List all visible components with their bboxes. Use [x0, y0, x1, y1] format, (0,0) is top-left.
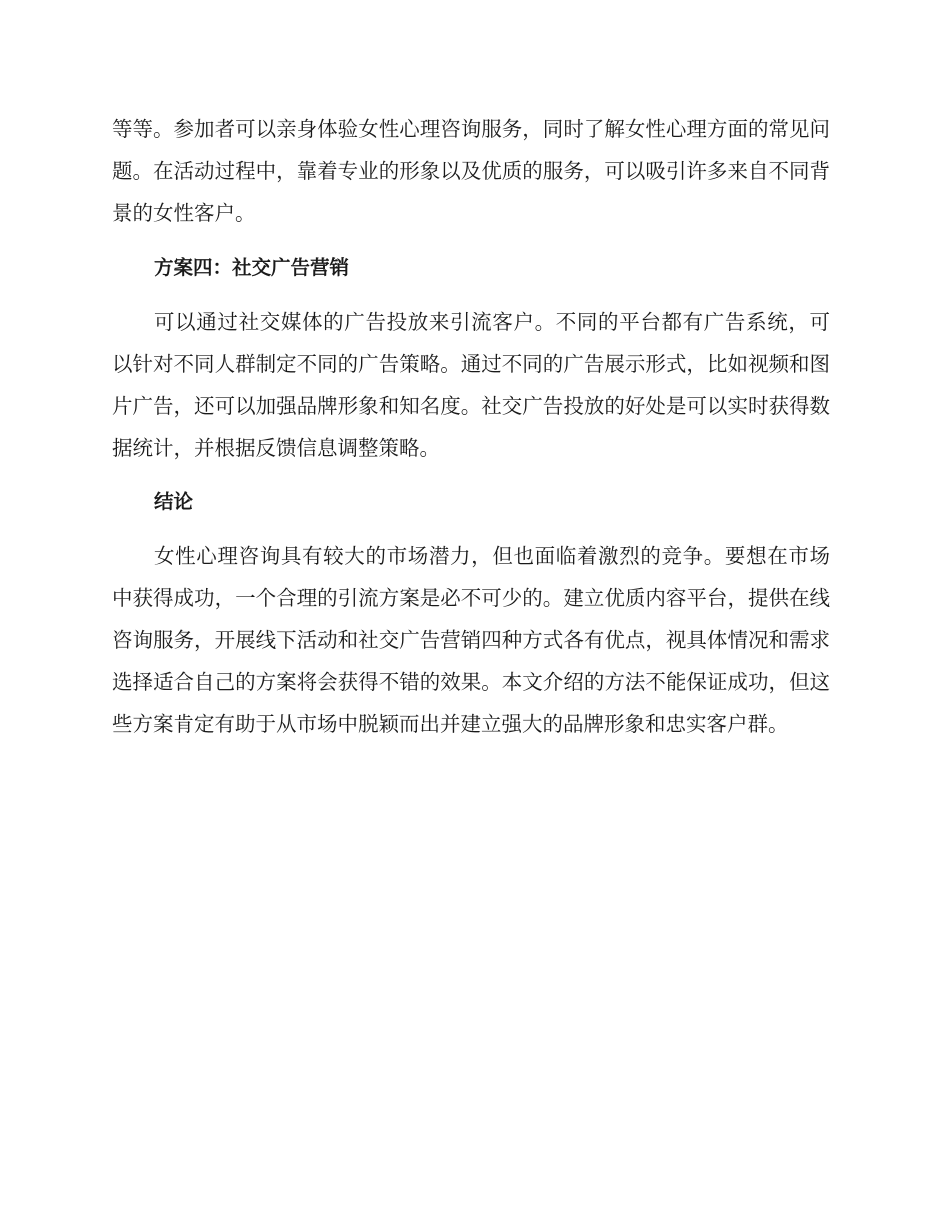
section-paragraph-plan-four: 可以通过社交媒体的广告投放来引流客户。不同的平台都有广告系统，可以针对不同人群制定不同的广告策略。通过不同的广告展示形式，比如视频和图片广告，还可以加强品牌形象和知名度。社交广告投放的好处是可以实时获得数据统计，并根据反馈信息调整策略。 [112, 310, 830, 460]
document-body [112, 108, 830, 757]
section-heading-conclusion: 结论 [154, 490, 194, 513]
intro-paragraph: 等等。参加者可以亲身体验女性心理咨询服务，同时了解女性心理方面的常见问题。在活动过程中，靠着专业的形象以及优质的服务，可以吸引许多来自不同背景的女性客户。 [112, 117, 830, 225]
section-heading-plan-four: 方案四：社交广告营销 [154, 256, 350, 279]
section-paragraph-conclusion: 女性心理咨询具有较大的市场潜力，但也面临着激烈的竞争。要想在市场中获得成功，一个合理的引流方案是必不可少的。建立优质内容平台，提供在线咨询服务，开展线下活动和社交广告营销四种方式各有优点，视具体情况和需求选择适合自己的方案将会获得不错的效果。本文介绍的方法不能保证成功，但这些方案肯定有助于从市场中脱颖而出并建立强大的品牌形象和忠实客户群。 [112, 544, 830, 736]
